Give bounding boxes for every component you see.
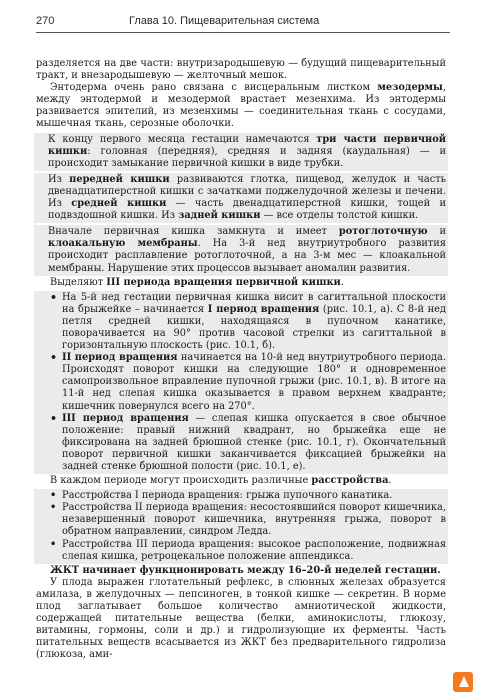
highlight-block [34, 173, 448, 223]
paragraph: Энтодерма очень рано связана с висцеральным листком мезодермы, между энтодермой и мезодермой врастает мезенхима. Из энтодермы развивается эпителий, из мезенхимы — соединительная ткань с сосудами, мышечная ткань, серозные оболочки. [36, 82, 446, 130]
paragraph: Вначале первичная кишка замкнута и имеет ротоглоточную и клоакальную мембраны. На 3-й нед внутриутробного развития происходит расплавление ротоглоточной, а на 3-м мес — клоакальной мембраны. Нарушение этих процессов вызывает аномалии развития. [48, 226, 446, 274]
paragraph: разделяется на две части: внутризародышевую — будущий пищеварительный тракт, и внезародышевую — желточный мешок. [36, 58, 446, 82]
list-item: • II период вращения начинается на 10-й нед внутриутробного периода. Происходят поворот кишки на следующие 180° и одновременное самопроизвольное вправление пупочной грыжи (рис. 10.1, в). В итоге на 11-й нед слепая кишка оказывается в правом верхнем квадранте; кишечник повернулся всего на 270°. [50, 351, 447, 412]
list-item: • Расстройства III периода вращения: высокое расположение, подвижная слепая кишка, ретроцекальное положение аппендикса. [50, 538, 446, 562]
paragraph: В каждом периоде могут происходить различные расстройства. [50, 475, 392, 487]
page-number: 270 [36, 15, 55, 27]
bullet-icon: • [50, 351, 58, 365]
list-item: • Расстройства II периода вращения: несостоявшийся поворот кишечника, незавершенный поворот кишечника, внутренняя грыжа, поворот в обратном направлении, синдром Ледда. [50, 502, 446, 538]
highlight-block [34, 133, 448, 171]
litres-logo-icon [453, 672, 473, 692]
list-item: • III период вращения — слепая кишка опускается в свое обычное положение: правый нижний квадрант, но брыжейка еще не фиксирована на задней брюшной стенке (рис. 10.1, г). Окончательный поворот первичной кишки заканчивается фиксацией брыжейки на задней стенке брюшной полости (рис. 10.1, е). [50, 411, 446, 472]
bullet-icon: • [50, 502, 57, 514]
paragraph: К концу первого месяца гестации намечаются три части первичной кишки: головная (передняя), средняя и задняя (каудальная) — и происходит замыкание первичной кишки в виде трубки. [48, 133, 446, 169]
highlight-block [34, 489, 448, 564]
bullet-icon: • [50, 411, 58, 425]
bullet-icon: • [50, 490, 57, 502]
periods-list [48, 292, 446, 473]
page-body [36, 58, 446, 662]
bullet-icon: • [50, 290, 58, 304]
section-heading: ЖКТ начинает функционировать между 16–20-й неделей гестации. [50, 564, 441, 576]
page-header [36, 14, 450, 33]
paragraph: Из передней кишки развиваются глотка, пищевод, желудок и часть двенадцатиперстной кишки с зачатками поджелудочной железы и печени. Из средней кишки — часть двенадцатиперстной кишки, тощей и подвздошной кишки. Из задней кишки — все отделы толстой кишки. [48, 173, 446, 222]
paragraph: У плода выражен глотательный рефлекс, в слюнных железах образуется амилаза, в желудочных — пепсиноген, в тонкой кишке — секретин. В норме плод заглатывает большое количество амниотической жидкости, содержащей питательные вещества (белки, аминокислоты, глюкозу, витамины, гормоны, соли и др.) и гидролизующие их ферменты. Часть питательных веществ всасывается из ЖКТ без предварительного гидролиза (глюкоза, ами- [36, 576, 446, 661]
disorders-list [48, 490, 446, 563]
chapter-title: Глава 10. Пищеварительная система [129, 15, 320, 27]
paragraph: Выделяют III периода вращения первичной кишки. [50, 276, 344, 288]
bullet-icon: • [50, 538, 57, 550]
list-item: • Расстройства I периода вращения: грыжа пупочного канатика. [50, 490, 393, 502]
list-item: • На 5-й нед гестации первичная кишка висит в сагиттальной плоскости на брыжейке – начинается I период вращения (рис. 10.1, а). С 8-й нед петля средней кишки, находящаяся в пупочном канатике, поворачивается на 90° против часовой стрелки из сагиттальной в горизонтальную плоскость (рис. 10.1, б). [50, 290, 446, 352]
highlight-block [34, 225, 448, 275]
highlight-block [34, 291, 448, 474]
